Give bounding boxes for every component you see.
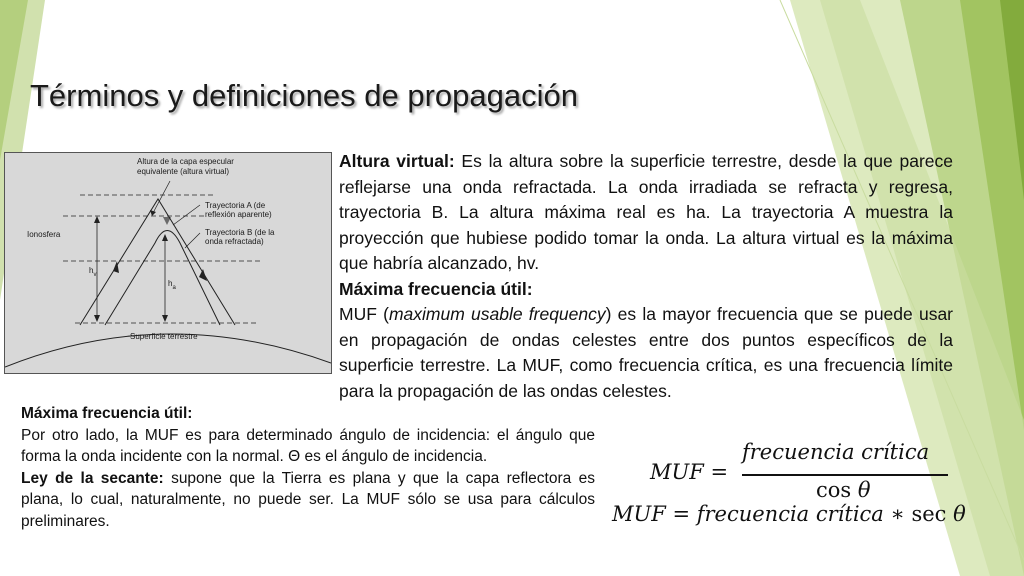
right-text-block (339, 149, 953, 404)
bottom-text-block (21, 403, 595, 532)
fraction-bar (742, 474, 948, 476)
label-trayectoria-a-2: reflexión aparente) (205, 210, 272, 219)
label-trayectoria-a-1: Trayectoria A (de (205, 201, 266, 210)
propagation-figure (4, 152, 332, 374)
ley-secante-heading: Ley de la secante: (21, 469, 164, 487)
altura-virtual-body: Es la altura sobre la superficie terrestre, desde la que parece reflejarse una onda refractada. La onda irradiada se refracta y regresa, trayectoria B. La altura máxima real es ha. La trayectoria A muestra la proyección que hubiese podido tomar la onda. La altura virtual es la máxima que habría alcanzado, hv. (339, 151, 953, 273)
label-hv: $h_v$ (89, 266, 97, 278)
label-ha: $h_a$ (168, 279, 176, 291)
label-trayectoria-b-2: onda refractada) (205, 237, 264, 246)
label-superficie: Superficie terrestre (130, 332, 198, 341)
altura-virtual-paragraph (339, 149, 953, 277)
label-altura-capa-1: Altura de la capa especular (137, 157, 234, 166)
formula1-lhs: MUF = (650, 460, 729, 484)
formula1-numerator: frecuencia crítica (742, 440, 930, 464)
label-trayectoria-b-1: Trayectoria B (de la (205, 228, 275, 237)
ley-secante-paragraph (21, 468, 595, 533)
altura-virtual-heading: Altura virtual: (339, 151, 455, 171)
ley-secante-body: supone que la Tierra es plana y que la capa reflectora es plana, lo cual, naturalmente, no puede ser. La MUF sólo se usa para cálculos preliminares. (21, 469, 595, 530)
page-title: Términos y definiciones de propagación (30, 78, 578, 113)
muf-heading-bottom: Máxima frecuencia útil: (21, 405, 193, 422)
label-altura-capa-2: equivalente (altura virtual) (137, 167, 230, 176)
muf-heading-right: Máxima frecuencia útil: (339, 278, 533, 299)
propagation-diagram (5, 153, 331, 373)
formula1-denominator: cos θ (816, 478, 871, 502)
muf-italic: maximum usable frequency (388, 304, 606, 324)
label-ionosfera: Ionosfera (27, 230, 61, 239)
muf-paragraph-right: MUF (maximum usable frequency) es la mayor frecuencia que se puede usar en propagación de ondas celestes entre dos puntos específicos de la superficie terrestre. La MUF, como frecuencia crítica, es una frecuencia límite para la propagación de las ondas celestes. (339, 304, 954, 401)
muf-formula-secant: MUF = frecuencia crítica ∗ sec θ (612, 502, 966, 526)
muf-paragraph-bottom: Por otro lado, la MUF es para determinado ángulo de incidencia: el ángulo que forma la onda incidente con la normal. Θ es el ángulo de incidencia. (21, 426, 595, 465)
